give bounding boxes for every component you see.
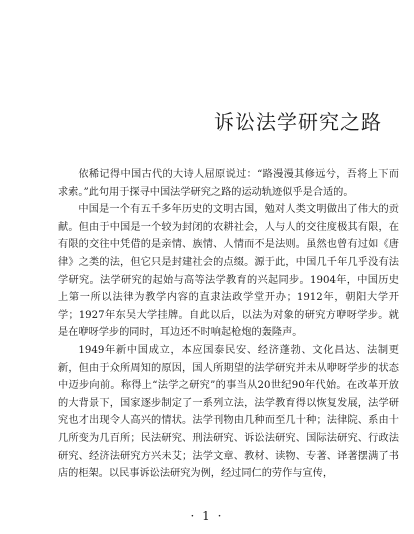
paragraph: 中国是一个有五千多年历史的文明古国，勉对人类文明做出了伟大的贡献。但由于中国是一个较为封闭的农耕社会，人与人的交往度极其有限，在有限的交往中凭借的是亲情、族情、人情而不是法则。虽然也曾有过如《唐律》之类的法，但它只是封建社会的点缀。源于此，中国几千年几乎没有法学研究。法学研究的起始与高等法学教育的兴起同步。1904年，中国历史上第一所以法律为教学内容的直隶法政学堂开办；1912年，朝阳大学开学；1927年东吴大学挂牌。自此以后，以法为对象的研究方咿呀学步。就是在咿呀学步的同时，耳边还不时响起枪炮的轰隆声。 <box>58 204 399 339</box>
body-text <box>58 166 399 483</box>
paragraph: 1949年新中国成立，本应国泰民安、经济蓬勃、文化昌达、法制更新，但由于众所周知的原因，国人所期望的法学研究并未从咿呀学步的状态中迈步向前。称得上“法学之研究”的事当从20世纪90年代始。在改革开放的大背景下，国家逐步制定了一系列立法，法学教育得以恢复发展，法学研究也才出现令人高兴的情状。法学刊物由几种而至几十种；法律院、系由十几所变为几百所；民法研究、刑法研究、诉讼法研究、国际法研究、行政法研究、经济法研究方兴未艾；法学文章、教材、读物、专著、译著摆满了书店的柜架。以民事诉讼法研究为例，经过同仁的劳作与宣传， <box>58 344 399 480</box>
chapter-title: 诉讼法学研究之路 <box>214 110 382 134</box>
page-number: · 1 · <box>190 509 224 523</box>
paragraph: 依稀记得中国古代的大诗人屈原说过：“路漫漫其修远兮，吾将上下而求索。”此句用于探寻中国法学研究之路的运动轨迹似乎是合适的。 <box>58 169 399 198</box>
